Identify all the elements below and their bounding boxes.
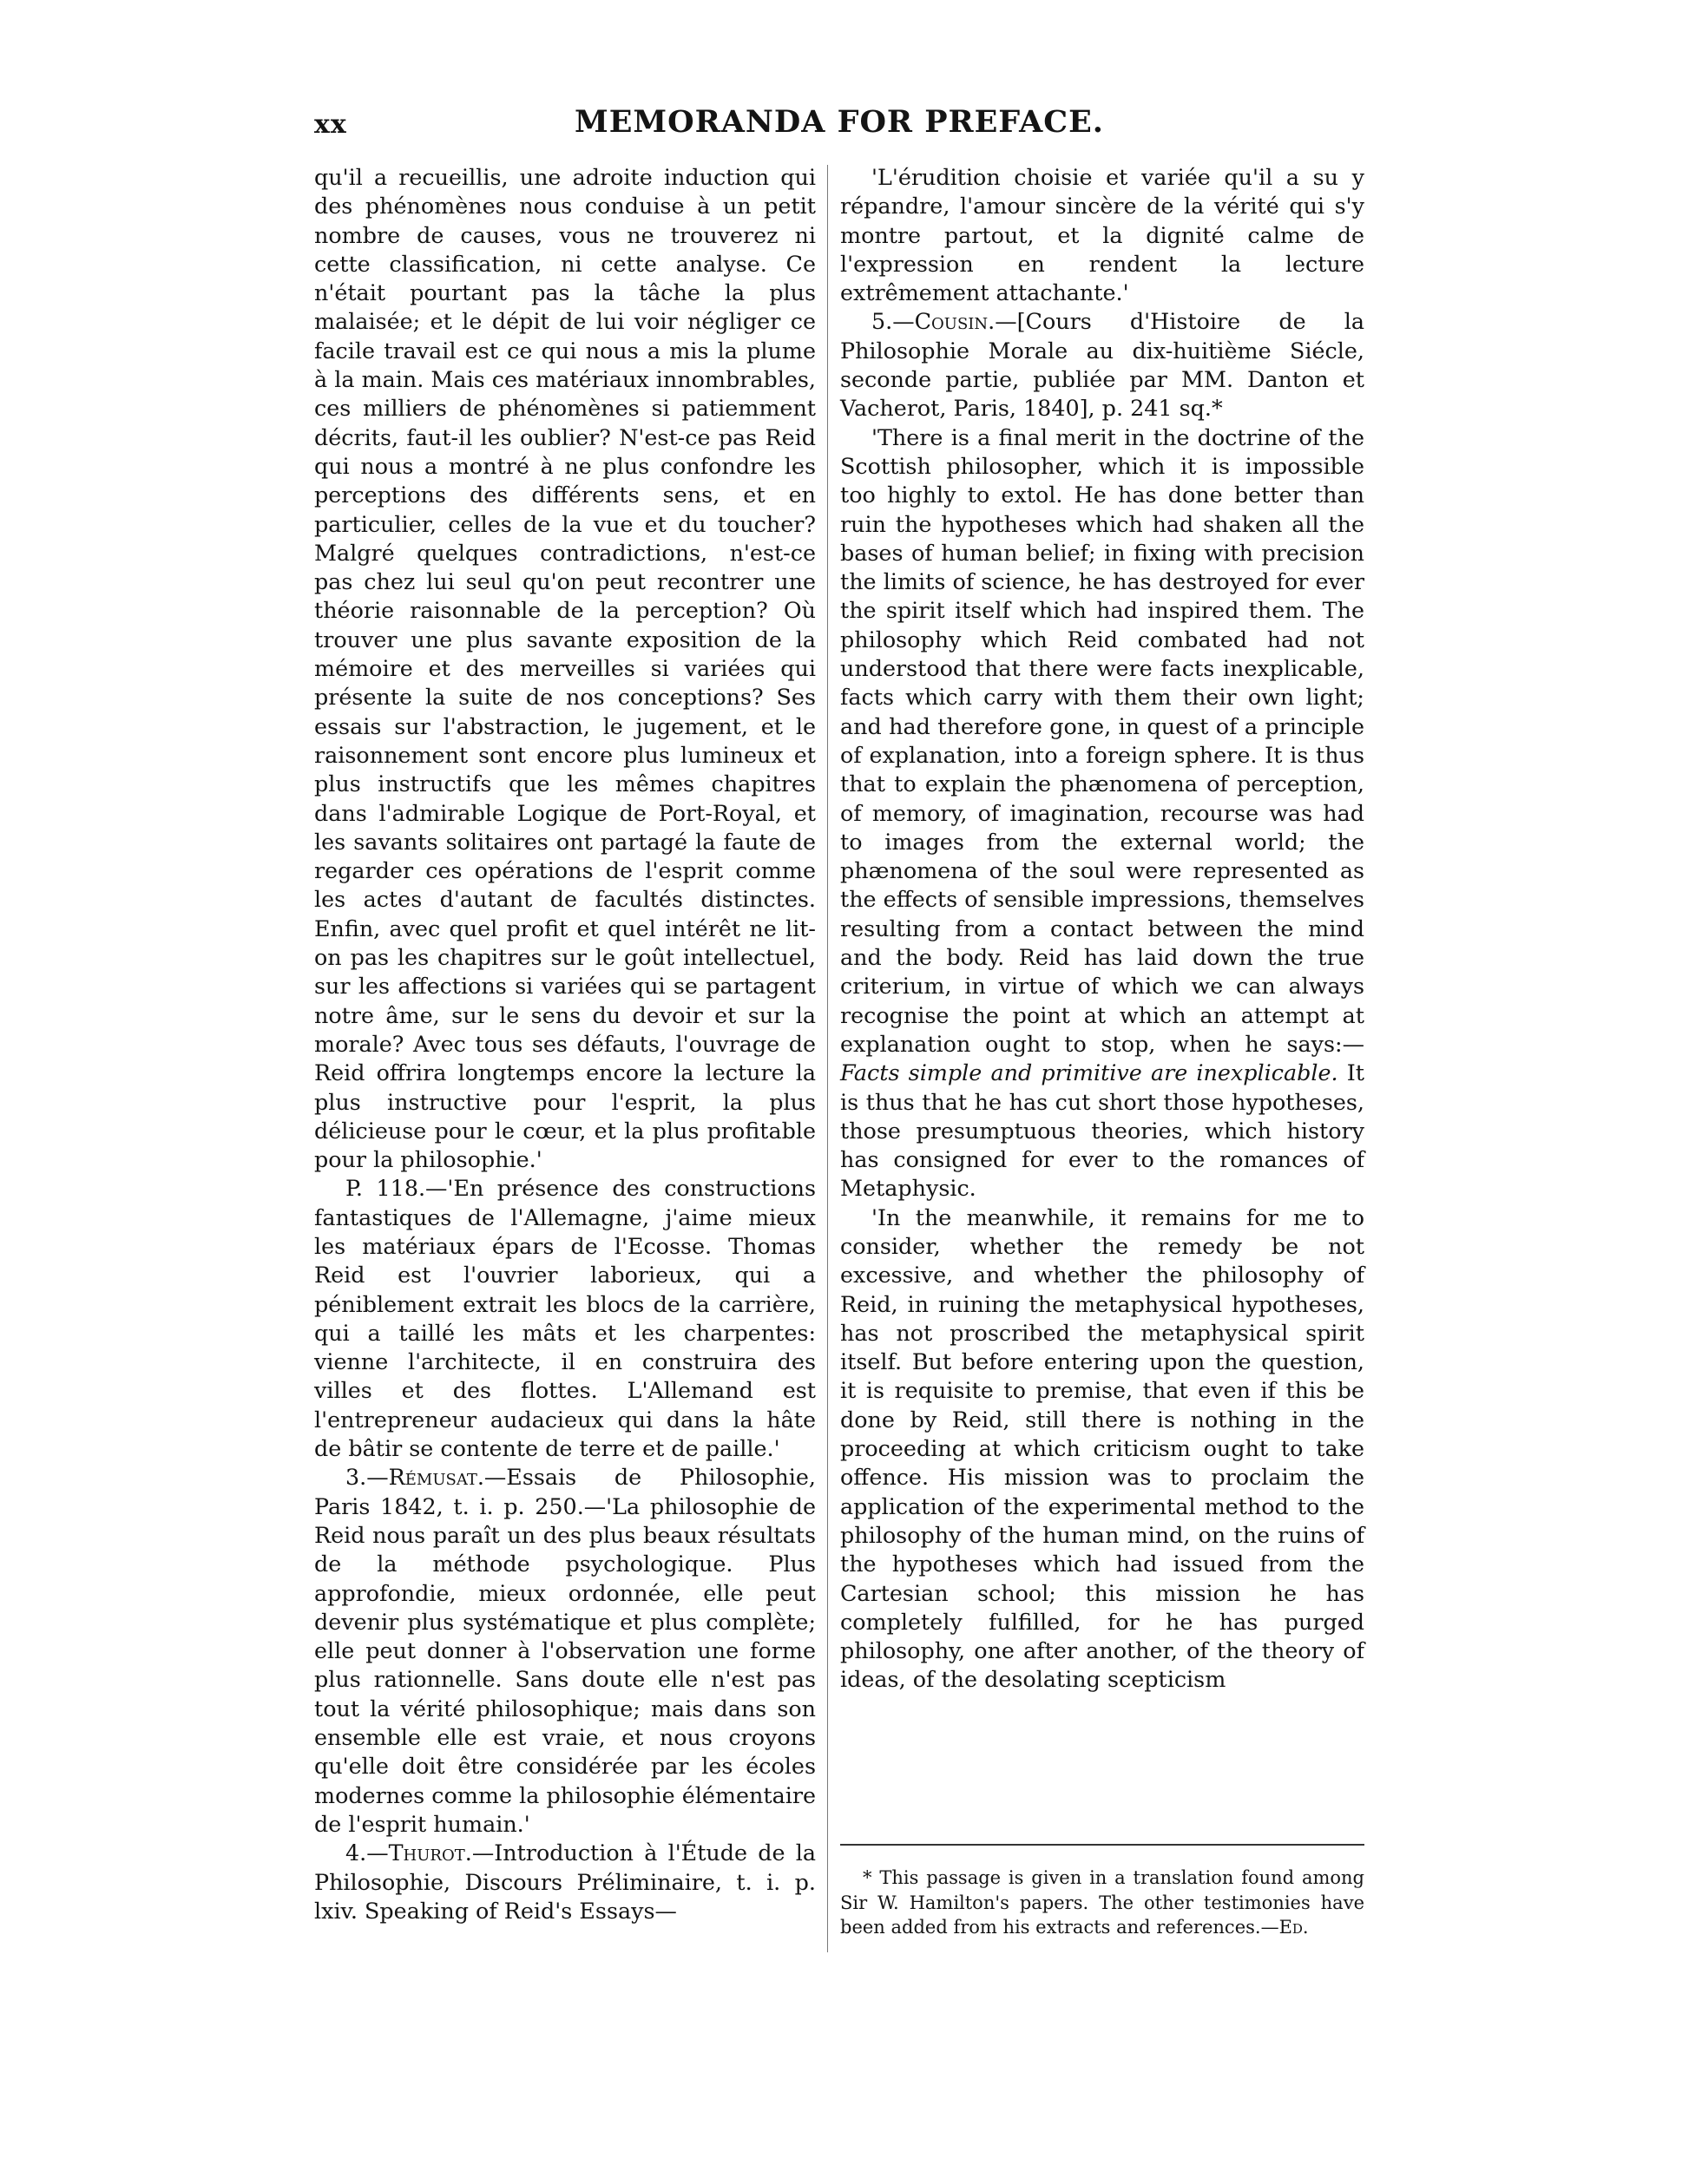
final-merit-after: It is thus that he has cut short those hypotheses, those presumptuous theories, which history has consigned for ever to the romances of Metaphysic. xyxy=(840,1059,1364,1202)
left-column xyxy=(314,163,816,1925)
final-merit-italic: Facts simple and primitive are inexplicable. xyxy=(840,1059,1338,1086)
right-paragraph-cousin xyxy=(840,307,1364,423)
left-paragraph-thurot xyxy=(314,1839,816,1925)
cousin-number: 5.— xyxy=(871,308,915,335)
footnote xyxy=(840,1866,1364,1940)
footnote-text xyxy=(840,1866,1364,1940)
right-paragraph-meanwhile: 'In the meanwhile, it remains for me to consider, whether the remedy be not excessive, and whether the philosophy of Reid, in ruining the metaphysical hypotheses, has not proscribed the metaphysical spirit itself. But before entering upon the question, it is requisite to premise, that even if this be done by Reid, still there is nothing in the proceeding at which criticism ought to take offence. His mission was to proclaim the application of the experimental method to the philosophy of the human mind, on the ruins of the hypotheses which had issued from the Cartesian school; this mission he has completely fulfilled, for he has purged philosophy, one after another, of the theory of ideas, of the desolating scepticism xyxy=(840,1203,1364,1693)
footnote-rule xyxy=(840,1844,1364,1846)
page-header xyxy=(314,104,1364,148)
thurot-body: —Introduction à l'Étude de la Philosophie, Discours Préliminaire, t. i. p. lxiv. Speaking of Reid's Essays— xyxy=(314,1840,816,1924)
right-paragraph-thurot-quote: 'L'érudition choisie et variée qu'il a su y répandre, l'amour sincère de la vérité qui s'y montre partout, et la dignité calme de l'expression en rendent la lecture extrêmement attachante.' xyxy=(840,164,1364,306)
running-title: MEMORANDA FOR PREFACE. xyxy=(575,104,1104,140)
cousin-name: Cousin. xyxy=(914,308,996,335)
page-number: xx xyxy=(314,109,347,140)
left-paragraph-remusat xyxy=(314,1463,816,1839)
column-divider xyxy=(827,165,828,1952)
thurot-name: Thurot. xyxy=(388,1840,472,1866)
remusat-name: Rémusat. xyxy=(388,1464,484,1491)
footnote-editor: Ed. xyxy=(1278,1917,1309,1938)
left-paragraph-p118: P. 118.—'En présence des constructions fantastiques de l'Allemagne, j'aime mieux les matériaux épars de l'Ecosse. Thomas Reid est l'ouvrier laborieux, qui a péniblement extrait les blocs de la carrière, qui a taillé les mâts et les charpentes: vienne l'architecte, il en construira des villes et des flottes. L'Allemand est l'entrepreneur audacieux qui dans la hâte de bâtir se contente de terre et de paille.' xyxy=(314,1175,816,1462)
remusat-number: 3.— xyxy=(345,1464,389,1491)
final-merit-before: 'There is a final merit in the doctrine of the Scottish philosopher, which it is impossible too highly to extol. He has done better than ruin the hypotheses which had shaken all the bases of human belief; in fixing with precision the limits of science, he has destroyed for ever the spirit itself which had inspired them. The philosophy which Reid combated had not understood that there were facts inexplicable, facts which carry with them their own light; and had therefore gone, in quest of a principle of explanation, into a foreign sphere. It is thus that to explain the phænomena of perception, of memory, of imagination, recourse was had to images from the external world; the phænomena of the soul were represented as the effects of sensible impressions, themselves resulting from a contact between the mind and the body. Reid has laid down the true criterium, in virtue of which we can always recognise the point at which an attempt at explanation ought to stop, when he says:— xyxy=(840,423,1364,1057)
right-column xyxy=(840,163,1364,1695)
thurot-number: 4.— xyxy=(345,1840,389,1866)
cousin-body: —[Cours d'Histoire de la Philosophie Morale au dix-huitième Siécle, seconde partie, publiée par MM. Danton et Vacherot, Paris, 1840], p. 241 sq.* xyxy=(840,308,1364,422)
remusat-body: —Essais de Philosophie, Paris 1842, t. i. p. 250.—'La philosophie de Reid nous paraît un des plus beaux résultats de la méthode psychologique. Plus approfondie, mieux ordonnée, elle peut devenir plus systématique et plus complète; elle peut donner à l'observation une forme plus rationnelle. Sans doute elle n'est pas tout la vérité philosophique; mais dans son ensemble elle est vraie, et nous croyons qu'elle doit être considérée par les écoles modernes comme la philosophie élémentaire de l'esprit humain.' xyxy=(314,1464,816,1837)
left-paragraph-continuation: qu'il a recueillis, une adroite induction qui des phénomènes nous conduise à un petit nombre de causes, vous ne trouverez ni cette classification, ni cette analyse. Ce n'était pourtant pas la tâche la plus malaisée; et le dépit de lui voir négliger ce facile travail est ce qui nous a mis la plume à la main. Mais ces matériaux innombrables, ces milliers de phénomènes si patiemment décrits, faut-il les oublier? N'est-ce pas Reid qui nous a montré à ne plus confondre les perceptions des différents sens, et en particulier, celles de la vue et du toucher? Malgré quelques contradictions, n'est-ce pas chez lui seul qu'on peut recontrer une théorie raisonnable de la perception? Où trouver une plus savante exposition de la mémoire et des merveilles si variées qui présente la suite de nos conceptions? Ses essais sur l'abstraction, le jugement, et le raisonnement sont encore plus lumineux et plus instructifs que les mêmes chapitres dans l'admirable Logique de Port-Royal, et les savants solitaires ont partagé la faute de regarder ces opérations de l'esprit comme les actes d'autant de facultés distinctes. Enfin, avec quel profit et quel intérêt ne lit-on pas les chapitres sur le goût intellectuel, sur les affections si variées qui se partagent notre âme, sur le sens du devoir et sur la morale? Avec tous ses défauts, l'ouvrage de Reid offrira longtemps encore la lecture la plus instructive pour l'esprit, la plus délicieuse pour le cœur, et la plus profitable pour la philosophie.' xyxy=(314,164,816,1173)
footnote-body: * This passage is given in a translation found among Sir W. Hamilton's papers. The other testimonies have been added from his extracts and references.— xyxy=(840,1867,1364,1938)
right-paragraph-final-merit xyxy=(840,423,1364,1203)
